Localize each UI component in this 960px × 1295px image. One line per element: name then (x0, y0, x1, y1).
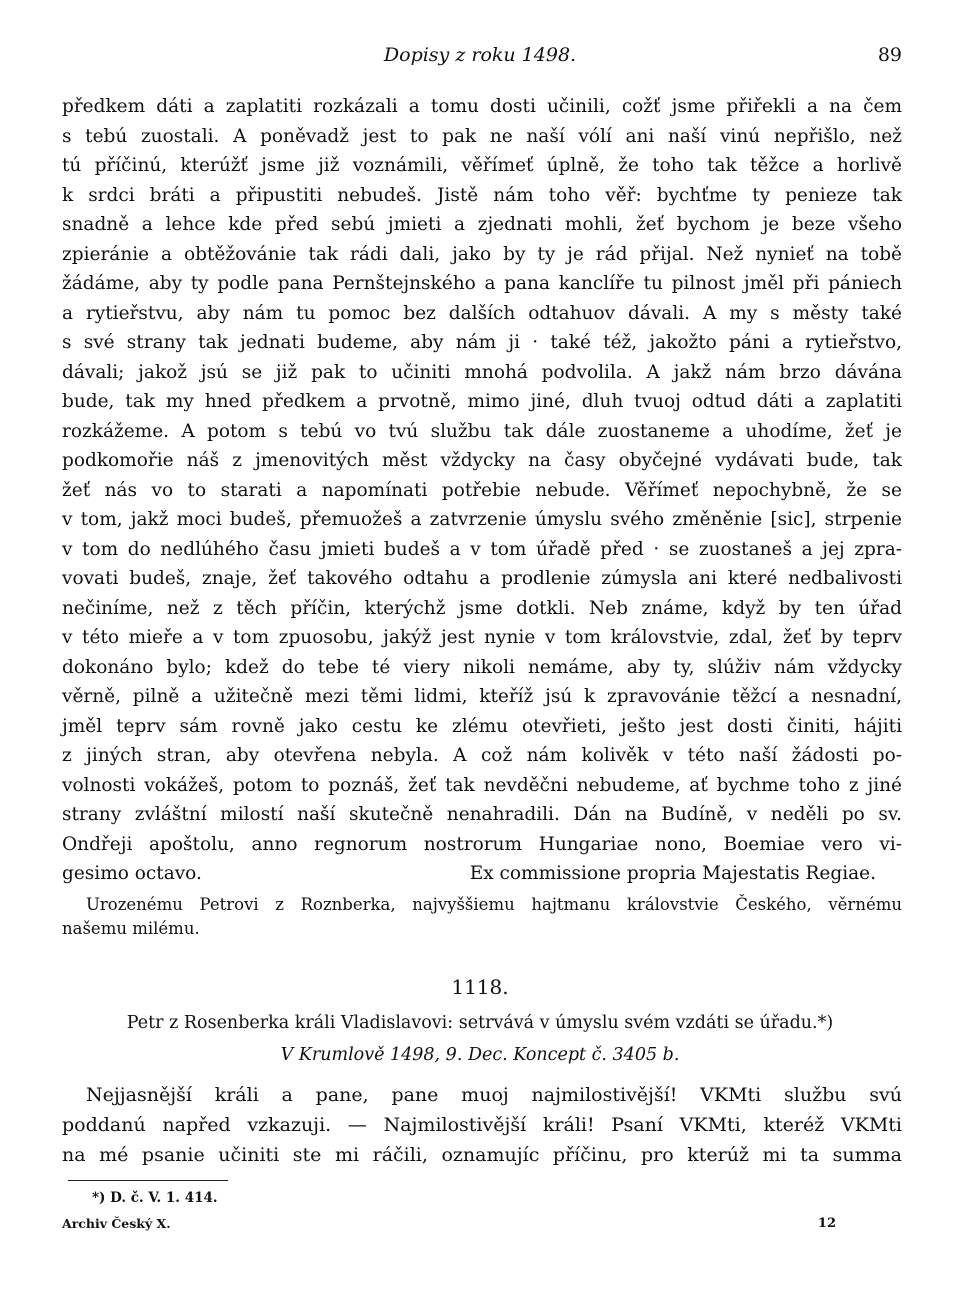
closing-line (62, 859, 902, 889)
text-line: žeť nás vo to starati a napomínati potřebie nebude. Věřímeť nepochybně, že se (62, 479, 902, 501)
archive-signature: Archiv Český X. (62, 1216, 171, 1231)
text-line: vovati budeš, znaje, žeť takového odtahu a prodlenie zúmysla ani které nedbalivosti (62, 568, 902, 589)
text-line: nečiníme, než z těch příčin, kterýchž jsme dotkli. Neb známe, když by ten úřad (62, 597, 902, 619)
text-line: věrně, pilně a užitečně mezi těmi lidmi, kteříž jsú k zpravovánie těžcí a nesnadní, (62, 686, 902, 707)
text-line: snadně a lehce kde před sebú jmieti a zjednati mohli, žeť bychom je beze všeho (62, 214, 902, 235)
text-line: poddanú napřed vzkazuji. — Najmilostivější králi! Psaní VKMti, kteréž VKMti (62, 1114, 902, 1136)
text-line: na mé psanie učiniti ste mi ráčili, oznamujíc příčinu, pro kterúž mi ta summa (62, 1144, 902, 1166)
text-line: bude, tak my hned předkem a prvotně, mimo jiné, dluh tvuoj odtud dáti a zaplatiti (62, 391, 902, 412)
letter2-body (62, 1080, 902, 1170)
letter-body (62, 92, 902, 889)
text-line: v tom, jakž moci budeš, přemuožeš a zatvrzenie úmyslu svého změněnie [sic], strpenie (62, 509, 902, 530)
running-head (0, 44, 960, 74)
text-line: Nejjasnější králi a pane, pane muoj najmilostivější! VKMti službu svú (86, 1084, 902, 1106)
footnote-divider (68, 1180, 228, 1181)
text-line: a rytieřstvu, aby nám tu pomoc bez dalších odtahuov dávali. A my s městy také (62, 302, 902, 324)
text-line: strany zvláštní milostí naší skutečně nenahradili. Dán na Budíně, v neděli po sv. (62, 804, 902, 825)
closing-date: gesimo octavo. (62, 863, 202, 884)
text-line: rozkážeme. A potom s tebú vo tvú službu tak dále zuostaneme a uhodíme, žeť je (62, 420, 902, 442)
document-summary: Petr z Rosenberka králi Vladislavovi: setrvává v úmyslu svém vzdáti se úřadu.*) (126, 1013, 834, 1033)
text-line: podkomořie náš z jmenovitých měst vždycky na časy obyčejné vydávati bude, tak (62, 450, 902, 471)
document-number: 1118. (451, 975, 509, 999)
text-line: v této mieře a v tom zpuosobu, jakýž jest nynie v tom královstvie, zdal, žeť by teprv (62, 627, 902, 648)
letter-address (62, 893, 902, 941)
address-line: Urozenému Petrovi z Roznberka, najvyššiemu hajtmanu královstvie Českého, věrnému (86, 895, 902, 914)
text-line: jměl teprv sám rovně jako cestu ke zlému otevřieti, ješto jest dosti činiti, hájiti (62, 715, 902, 737)
sheet-number: 12 (817, 1216, 836, 1231)
text-line: s své strany tak jednati budeme, aby nám ji · také též, jakožto páni a rytieřstvo, (62, 332, 902, 353)
closing-commission: Ex commissione propria Majestatis Regiae. (469, 863, 876, 884)
text-line: z jiných stran, aby otevřena nebyla. A což nám kolivěk v této naší žádosti po- (62, 745, 902, 766)
footnote: *) D. č. V. 1. 414. (92, 1190, 218, 1206)
text-line: zpieránie a obtěžovánie tak rádi dali, jako by ty je rád přijal. Než nynieť na tobě (62, 243, 902, 265)
text-line: tú příčinú, kterúžť jsme již voznámili, věřímeť úplně, že toho tak těžce a horlivě (62, 155, 902, 176)
text-line: žádáme, aby ty podle pana Pernštejnského a pana kanclíře tu pilnost jměl při pániech (62, 273, 902, 294)
running-title: Dopisy z roku 1498. (383, 44, 577, 66)
text-line: volnosti vokážeš, potom to poznáš, žeť tak nevděčni nebudeme, ať bychme toho z jiné (62, 774, 902, 796)
address-line: našemu milému. (62, 919, 200, 938)
document-source: V Krumlově 1498, 9. Dec. Koncept č. 3405 b. (280, 1045, 680, 1065)
text-line: dokonáno bylo; kdež do tebe té viery nikoli nemáme, aby ty, slúživ nám vždycky (62, 656, 902, 678)
text-line: k srdci bráti a připustiti nebudeš. Jistě nám toho věř: bychťme ty penieze tak (62, 184, 902, 206)
text-line: Ondřeji apoštolu, anno regnorum nostrorum Hungariae nono, Boemiae vero vi- (62, 833, 902, 855)
text-line: dávali; jakož jsú se již pak to učiniti mnohá podvolila. A jakž nám brzo dávána (62, 361, 902, 383)
page-number: 89 (877, 44, 902, 66)
text-line: v tom do nedlúhého času jmieti budeš a v tom úřadě před · se zuostaneš a jej zpra- (62, 538, 902, 560)
text-line: předkem dáti a zaplatiti rozkázali a tomu dosti učinili, cožť jsme přiřekli a na čem (62, 96, 902, 117)
text-line: s tebú zuostali. A poněvadž jest to pak ne naší vólí ani naší vinú nepřišlo, než (62, 125, 902, 147)
